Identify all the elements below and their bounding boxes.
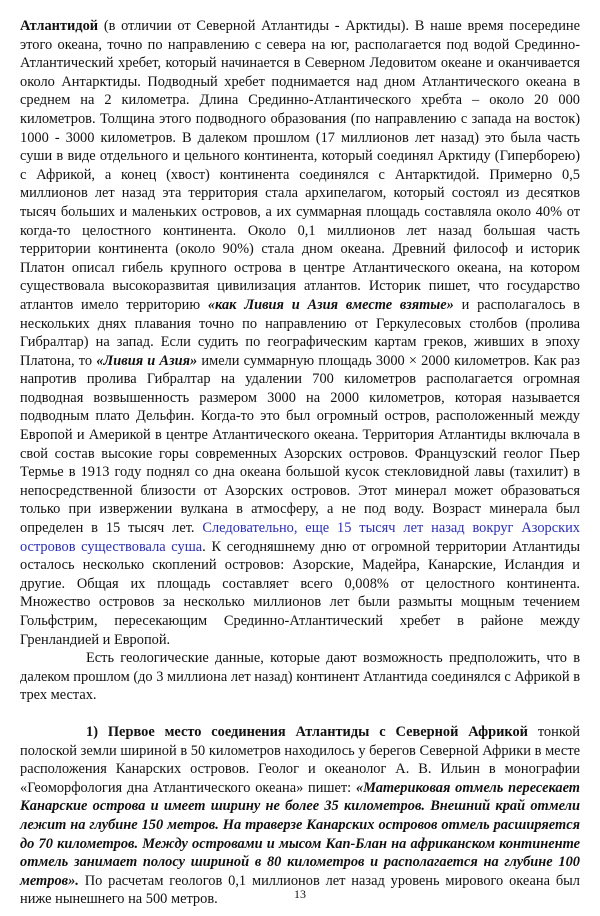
section-heading: 1) Первое место соединения Атлантиды с Северной Африкой	[86, 723, 528, 740]
paragraph-text: . К сегодняшнему дню от огромной территории Атлантиды осталось несколько скоплений островов: Азорские, Мадейра, Канарские, Исландия и другие. Общая их площадь составляет всего 0,008% от целостного континента. Множество островов за несколько миллионов лет были размыты мощным течением Гольфстрим, пересекающим Срединно-Атлантический хребет в районе между Гренландией и Европой.	[20, 538, 580, 648]
paragraph-first-connection	[20, 723, 580, 909]
paragraph-text: (в отличии от Северной Атлантиды - Арктиды). В наше время посередине этого океана, точно по направлению с севера на юг, располагается под водой Срединно-Атлантический хребет, который начинается в Северном Ледовитом океане и оканчивается около Антарктиды. Подводный хребет поднимается над дном Атлантического океана в среднем на 2 километра. Длина Срединно-Атлантического хребта – около 20 000 километров. Толщина этого подводного образования (по направлению с запада на восток) 1000 - 3000 километров. В далеком прошлом (17 миллионов лет назад) это была часть суши в виде отдельного и цельного континента, который соединял Арктиду (Гиперборею) с Африкой, а конец (хвост) континента соединялся с Антарктидой. Примерно 0,5 миллионов лет назад эта территория стала архипелагом, который состоял из десятков тысяч больших и маленьких островов, а их суммарная площадь составляла около 40% от когда-то целостного континента. Около 0,1 миллионов лет назад большая часть территории континента (около 90%) стала дном океана. Древний философ и историк Платон описал гибель крупного острова в центре Атлантического океана, на котором существовала высокоразвитая цивилизация атлантов. Историк пишет, что государство атлантов имело территорию	[20, 18, 580, 313]
ilyin-quote: «Материковая отмель пересекает Канарские острова и имеет ширину не более 35 километров. Внешний край отмели лежит на глубине 150 метров. На траверзе Канарских островов отмель расширяется до 70 километров. Между островами и мысом Кап-Блан на африканском континенте отмель занимает полосу шириной в 80 километров и располагается на глубине 100 метров».	[20, 779, 581, 889]
paragraph-text: и располагалось в нескольких днях плавания точно по направлению от Геркулесовых столбов (пролива Гибралтар) на запад. Если судить по географическим картам греков, живших в эпоху Платона, то	[20, 296, 580, 369]
paragraph-text: имели суммарную площадь 3000 × 2000 километров. Как раз напротив пролива Гибралтар на удалении 700 километров располагается огромная подводная возвышенность размером 3000 на 2000 километров, которая называется подводным плато Дельфин. Когда-то это был огромный остров, расположенный между Европой и Америкой в центре Атлантического океана. Территория Атлантиды включала в свой состав высокие горы современных Азорских островов. Французский геолог Пьер Термье в 1913 году поднял со дна океана большой кусок стекловидной лавы (тахилит) в непосредственной близости от Азорских островов. Этот минерал может образоваться только при извержении вулкана в атмосферу, а не под воду. Возраст минерала был определен в 15 тысяч лет.	[20, 352, 580, 537]
paragraph-text: По расчетам геологов 0,1 миллионов лет назад уровень мирового океана был ниже нынешнего на 500 метров.	[20, 872, 580, 908]
paragraph-lead-term: Атлантидой	[20, 18, 99, 34]
paragraph-text: тонкой полоской земли шириной в 50 километров находилось у берегов Северной Африки в месте расположения Канарских островов. Геолог и океанолог А. В. Ильин в монографии «Геоморфология дна Атлантического океана» пишет:	[20, 723, 580, 796]
paragraph-atlantis-description	[20, 17, 580, 649]
highlighted-conclusion: Следовательно, еще 15 тысяч лет назад вокруг Азорских островов существовала суша	[20, 520, 580, 555]
plato-quote: «как Ливия и Азия вместе взятые»	[207, 296, 454, 313]
page-number: 13	[294, 887, 306, 901]
paragraph-spacer	[20, 705, 580, 723]
libya-asia-quote: «Ливия и Азия»	[96, 352, 198, 369]
paragraph-geological-data: Есть геологические данные, которые дают возможность предположить, что в далеком прошлом (до 3 миллиона лет назад) континент Атлантида соединялся с Африкой в трех местах.	[20, 650, 580, 704]
